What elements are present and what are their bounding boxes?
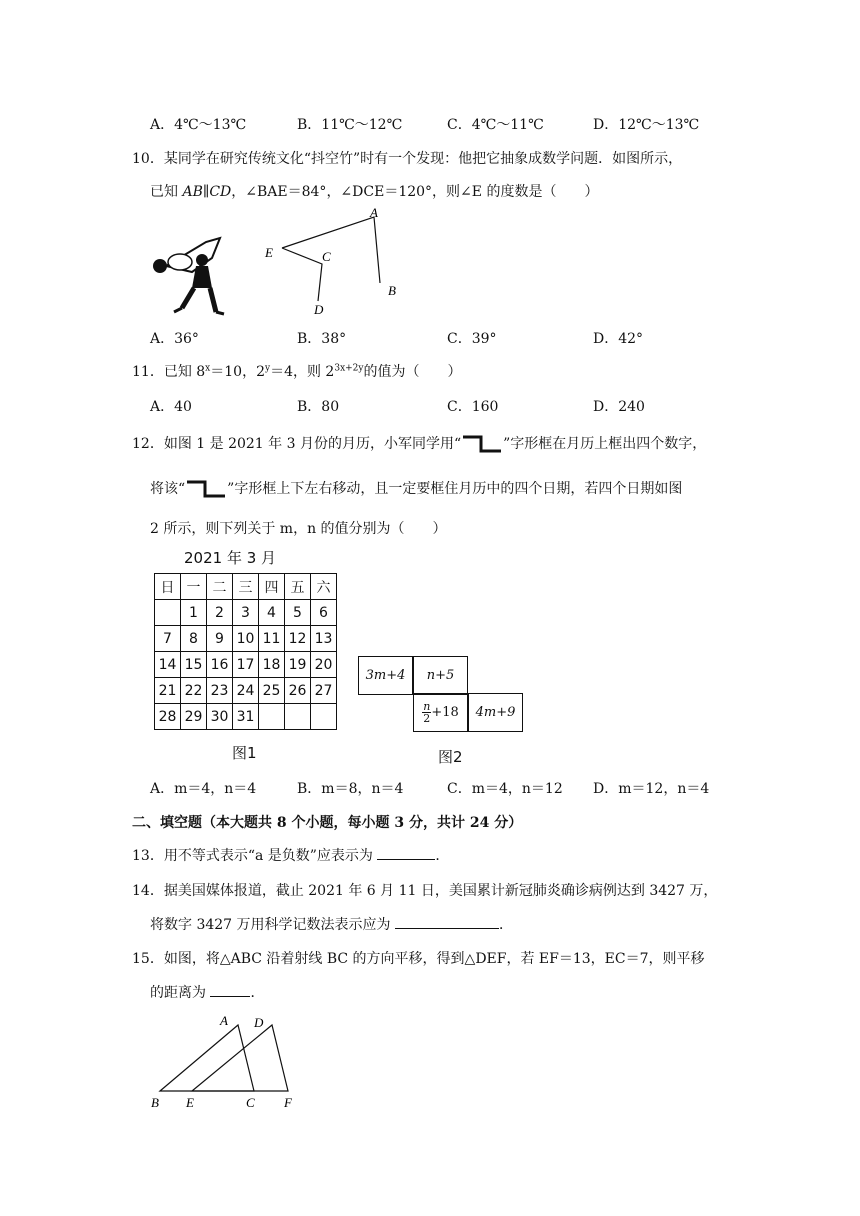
q13-answer-blank: [377, 847, 435, 860]
fig2-box-top-right: n+5: [413, 656, 468, 695]
weekday-cell: 三: [233, 574, 259, 600]
date-cell: 31: [233, 704, 259, 730]
q10-option-b: B．38°: [297, 331, 347, 347]
calendar-week-row: [155, 704, 337, 730]
weekday-cell: 五: [285, 574, 311, 600]
date-cell: 3: [233, 600, 259, 626]
date-cell: 20: [311, 652, 337, 678]
date-cell: 27: [311, 678, 337, 704]
q15-line1: 15．如图，将△ABC 沿着射线 BC 的方向平移，得到△DEF，若 EF＝13，EC＝7，则平移: [132, 951, 705, 967]
date-cell: [285, 704, 311, 730]
label-d: D: [314, 302, 324, 317]
q9-option-d: D．12℃～13℃: [593, 117, 700, 133]
weekday-cell: 六: [311, 574, 337, 600]
date-cell: 11: [259, 626, 285, 652]
q12-option-c: C．m＝4，n＝12: [447, 781, 563, 797]
q10-line1: 10．某同学在研究传统文化“抖空竹”时有一个发现：他把它抽象成数学问题．如图所示，: [132, 151, 683, 167]
date-cell: 30: [207, 704, 233, 730]
q9-option-a: A．4℃～13℃: [150, 117, 247, 133]
q10-line2: 已知 AB∥CD，∠BAE＝84°，∠DCE＝120°，则∠E 的度数是（ ）: [150, 184, 599, 200]
date-cell: 21: [155, 678, 181, 704]
date-cell: 26: [285, 678, 311, 704]
date-cell: 5: [285, 600, 311, 626]
section-heading: 二、填空题（本大题共 8 个小题，每小题 3 分，共计 24 分）: [132, 815, 523, 831]
q14-answer-blank: [395, 916, 499, 929]
date-cell: [155, 600, 181, 626]
date-cell: 24: [233, 678, 259, 704]
calendar-week-row: [155, 678, 337, 704]
label-f: F: [284, 1095, 292, 1110]
date-cell: 6: [311, 600, 337, 626]
date-cell: 15: [181, 652, 207, 678]
date-cell: 1: [181, 600, 207, 626]
q15-answer-blank: [210, 984, 250, 997]
date-cell: [311, 704, 337, 730]
fig2-box-top-left: 3m+4: [358, 656, 413, 695]
label-e: E: [265, 245, 273, 260]
date-cell: 14: [155, 652, 181, 678]
q12-line3: 2 所示，则下列关于 m，n 的值分别为（ ）: [150, 521, 447, 537]
q11-option-d: D．240: [593, 399, 645, 415]
calendar-header-row: [155, 574, 337, 600]
label-a: A: [220, 1013, 228, 1028]
q14-line2: 将数字 3427 万用科学记数法表示应为 ．: [150, 917, 513, 933]
q11-option-b: B．80: [297, 399, 340, 415]
date-cell: 2: [207, 600, 233, 626]
date-cell: 22: [181, 678, 207, 704]
label-b: B: [388, 283, 396, 298]
q15-line2: 的距离为 ．: [150, 985, 265, 1001]
q9-option-b: B．11℃～12℃: [297, 117, 403, 133]
q12-line2: 将该“ ”字形框上下左右移动，且一定要框住月历中的四个日期，若四个日期如图: [150, 478, 682, 500]
weekday-cell: 一: [181, 574, 207, 600]
weekday-cell: 二: [207, 574, 233, 600]
date-cell: 13: [311, 626, 337, 652]
diabolo-player-image: [146, 232, 226, 317]
date-cell: 17: [233, 652, 259, 678]
q10-option-d: D．42°: [593, 331, 644, 347]
calendar-week-row: [155, 652, 337, 678]
date-cell: 28: [155, 704, 181, 730]
label-c: C: [246, 1095, 255, 1110]
date-cell: 10: [233, 626, 259, 652]
q11-stem: 11．已知 $8^x=10$，$2^y=4$，则 $2^{3x+2y}$的值为（ ）: [132, 363, 462, 380]
q12-line1: 12．如图 1 是 2021 年 3 月份的月历，小军同学用“ ”字形框在月历上框出四个数字，: [132, 433, 706, 455]
date-cell: [259, 704, 285, 730]
fig2-label: 图2: [438, 748, 463, 766]
q15-translation-figure: [148, 1013, 308, 1113]
calendar-title: 2021 年 3 月: [184, 549, 277, 567]
fig1-label: 图1: [232, 744, 257, 762]
q12-option-d: D．m＝12，n＝4: [593, 781, 710, 797]
z-frame-icon: [185, 478, 227, 500]
calendar-table: [154, 573, 337, 730]
q10-geometry-figure: [260, 205, 410, 320]
date-cell: 7: [155, 626, 181, 652]
date-cell: 19: [285, 652, 311, 678]
q10-option-c: C．39°: [447, 331, 497, 347]
date-cell: 12: [285, 626, 311, 652]
date-cell: 8: [181, 626, 207, 652]
q10-option-a: A．36°: [150, 331, 199, 347]
date-cell: 23: [207, 678, 233, 704]
date-cell: 25: [259, 678, 285, 704]
date-cell: 4: [259, 600, 285, 626]
q12-option-a: A．m＝4，n＝4: [150, 781, 257, 797]
date-cell: 9: [207, 626, 233, 652]
label-c: C: [322, 249, 331, 264]
z-frame-icon: [461, 433, 503, 455]
label-d: D: [254, 1015, 264, 1030]
calendar-week-row: [155, 626, 337, 652]
date-cell: 18: [259, 652, 285, 678]
calendar-week-row: [155, 600, 337, 626]
label-a: A: [370, 205, 378, 220]
date-cell: 29: [181, 704, 207, 730]
q12-option-b: B．m＝8，n＝4: [297, 781, 404, 797]
q11-option-c: C．160: [447, 399, 499, 415]
fig2-box-bottom-left: $\frac{n}{2}$ +18: [413, 693, 468, 732]
date-cell: 16: [207, 652, 233, 678]
q14-line1: 14．据美国媒体报道，截止 2021 年 6 月 11 日，美国累计新冠肺炎确诊病例达到 3427 万，: [132, 883, 718, 899]
fig2-box-bottom-right: 4m+9: [468, 693, 523, 732]
q13-stem: 13．用不等式表示“a 是负数”应表示为 ．: [132, 848, 450, 864]
label-b: B: [151, 1095, 159, 1110]
weekday-cell: 四: [259, 574, 285, 600]
q9-option-c: C．4℃～11℃: [447, 117, 544, 133]
q11-option-a: A．40: [150, 399, 192, 415]
label-e: E: [186, 1095, 194, 1110]
weekday-cell: 日: [155, 574, 181, 600]
